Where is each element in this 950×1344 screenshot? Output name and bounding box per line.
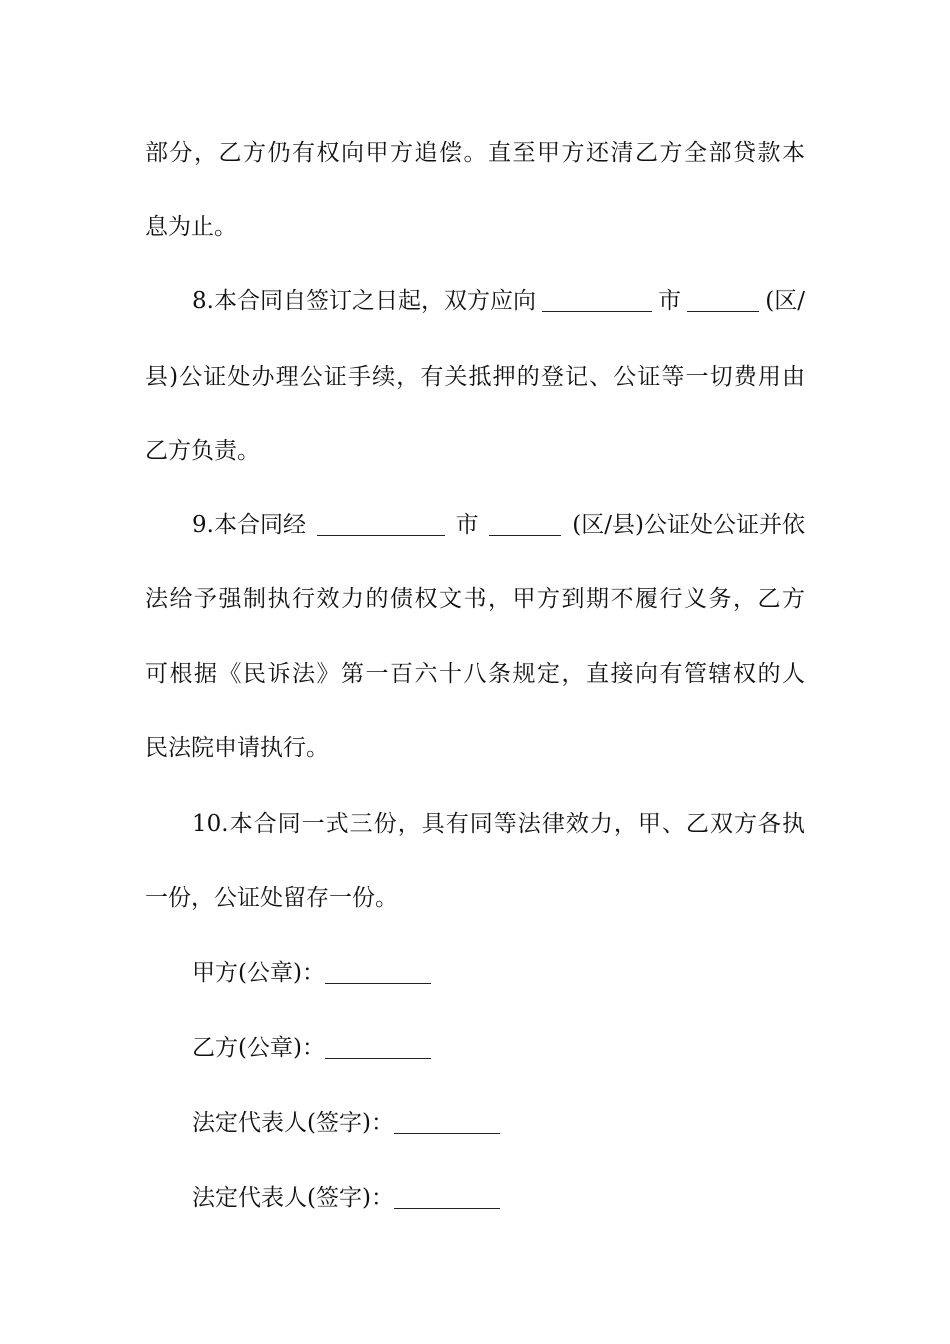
party-b-seal-line	[192, 1028, 431, 1068]
clause-8-text: 8.本合同自签订之日起，双方应向	[192, 288, 536, 314]
legal-rep-a-label: 法定代表人(签字)：	[192, 1110, 394, 1136]
party-a-seal-label: 甲方(公章)：	[192, 960, 325, 986]
signature-blank	[325, 1028, 431, 1059]
district-suffix: (区/	[765, 288, 805, 314]
paragraph-line: 一份，公证处留存一份。	[145, 885, 398, 911]
legal-rep-a-line	[192, 1103, 500, 1143]
signature-blank	[325, 953, 431, 984]
city-blank	[542, 281, 652, 312]
legal-rep-b-label: 法定代表人(签字)：	[192, 1185, 394, 1211]
paragraph-line: 可根据《民诉法》第一百六十八条规定，直接向有管辖权的人	[145, 661, 805, 687]
clause-8-line	[192, 281, 805, 321]
clause-9-line	[192, 505, 805, 545]
paragraph-line: 法给予强制执行效力的债权文书，甲方到期不履行义务，乙方	[145, 586, 805, 612]
paragraph-line: 部分，乙方仍有权向甲方追偿。直至甲方还清乙方全部贷款本	[145, 140, 805, 166]
paragraph-line: 县)公证处办理公证手续，有关抵押的登记、公证等一切费用由	[145, 364, 805, 390]
district-blank	[489, 505, 561, 536]
city-blank	[317, 505, 445, 536]
paragraph-line: 10.本合同一式三份，具有同等法律效力，甲、乙双方各执	[192, 811, 805, 837]
party-b-seal-label: 乙方(公章)：	[192, 1035, 325, 1061]
city-suffix: 市	[455, 512, 479, 538]
paragraph-line: 民法院申请执行。	[145, 735, 329, 761]
legal-rep-b-line	[192, 1178, 500, 1218]
paragraph-line: 乙方负责。	[145, 438, 260, 464]
signature-blank	[394, 1178, 500, 1209]
district-blank	[687, 281, 759, 312]
paragraph-line: 息为止。	[145, 214, 237, 240]
clause-9-text: 9.本合同经	[192, 512, 306, 538]
signature-blank	[394, 1103, 500, 1134]
party-a-seal-line	[192, 953, 431, 993]
city-suffix: 市	[658, 288, 682, 314]
clause-9-tail: (区/县)公证处公证并依	[572, 512, 805, 538]
